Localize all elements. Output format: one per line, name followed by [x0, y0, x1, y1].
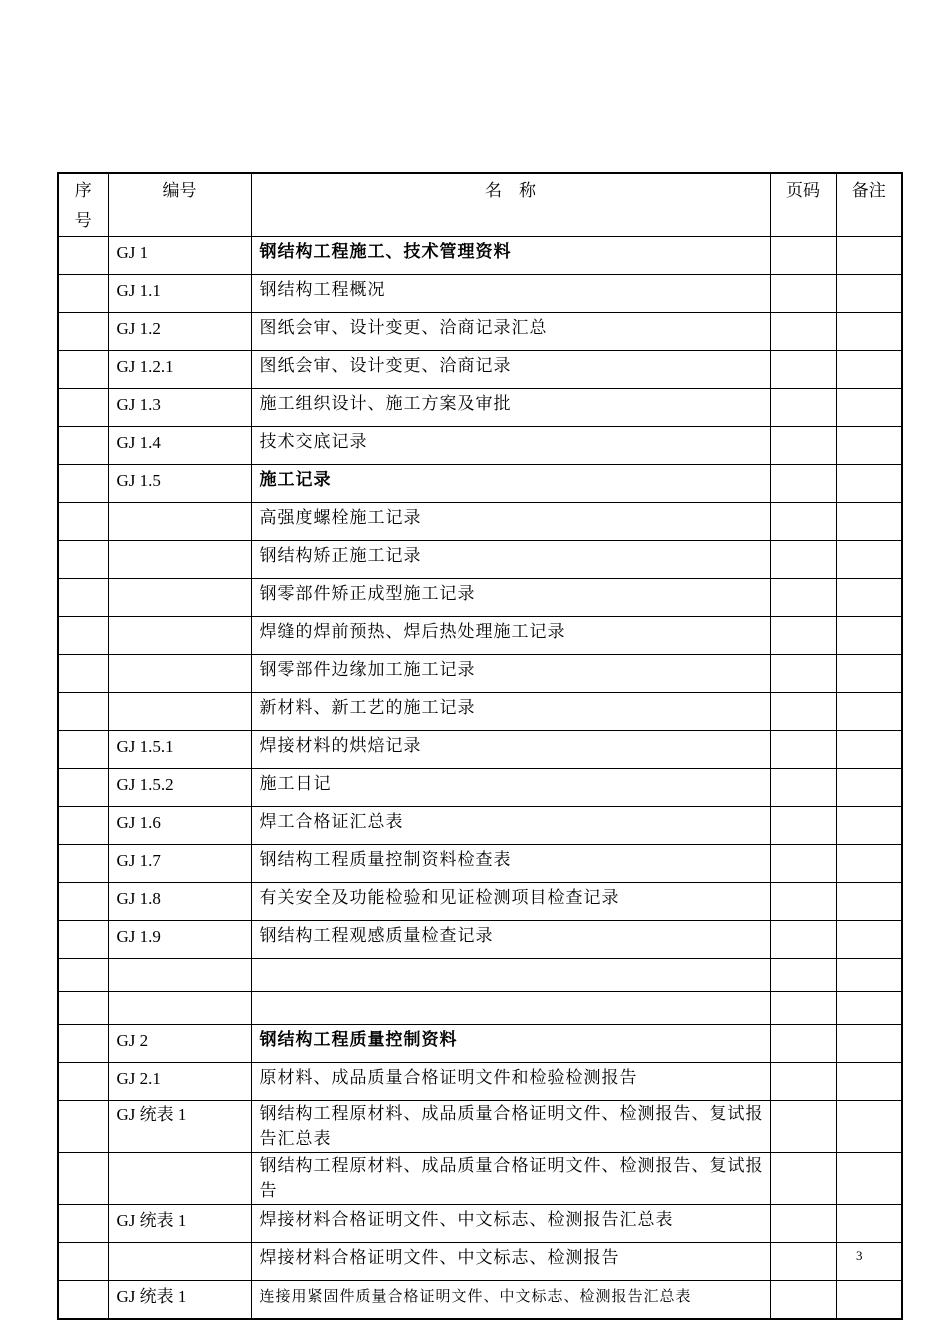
row-name-cell: 施工组织设计、施工方案及审批: [251, 389, 770, 427]
row-page-cell: [770, 313, 836, 351]
row-code-cell: GJ 1.3: [108, 389, 251, 427]
table-row: [58, 503, 902, 541]
row-page-cell: [770, 617, 836, 655]
row-note-cell: [836, 427, 902, 465]
row-page-cell: [770, 1205, 836, 1243]
row-code-cell: [108, 959, 251, 992]
row-name-cell: 钢结构工程原材料、成品质量合格证明文件、检测报告、复试报告: [251, 1153, 770, 1205]
row-seq-cell: [58, 883, 108, 921]
row-note-cell: [836, 693, 902, 731]
row-seq-cell: [58, 921, 108, 959]
row-seq-cell: [58, 992, 108, 1025]
row-page-cell: [770, 883, 836, 921]
row-name-cell: 钢结构工程原材料、成品质量合格证明文件、检测报告、复试报告汇总表: [251, 1101, 770, 1153]
row-note-cell: [836, 959, 902, 992]
row-page-cell: [770, 992, 836, 1025]
row-seq-cell: [58, 693, 108, 731]
row-code-cell: GJ 1.4: [108, 427, 251, 465]
row-code-cell: GJ 统表 1: [108, 1101, 251, 1153]
row-page-cell: [770, 921, 836, 959]
table-row: [58, 1281, 902, 1320]
row-name-cell: 原材料、成品质量合格证明文件和检验检测报告: [251, 1063, 770, 1101]
table-row: [58, 1243, 902, 1281]
row-note-cell: [836, 655, 902, 693]
header-note: 备注: [836, 173, 902, 237]
row-name-cell: 钢结构工程概况: [251, 275, 770, 313]
row-page-cell: [770, 1063, 836, 1101]
row-page-cell: [770, 237, 836, 275]
row-code-cell: [108, 503, 251, 541]
row-seq-cell: [58, 731, 108, 769]
row-page-cell: [770, 693, 836, 731]
row-page-cell: [770, 807, 836, 845]
row-note-cell: [836, 351, 902, 389]
row-note-cell: [836, 389, 902, 427]
row-name-cell: 钢结构工程施工、技术管理资料: [251, 237, 770, 275]
row-name-cell: 图纸会审、设计变更、洽商记录: [251, 351, 770, 389]
table-row: [58, 617, 902, 655]
row-page-cell: [770, 1243, 836, 1281]
row-name-cell: 施工日记: [251, 769, 770, 807]
table-row: [58, 427, 902, 465]
row-name-cell: 图纸会审、设计变更、洽商记录汇总: [251, 313, 770, 351]
row-note-cell: [836, 992, 902, 1025]
row-seq-cell: [58, 807, 108, 845]
row-name-cell: 钢结构工程质量控制资料检查表: [251, 845, 770, 883]
row-name-cell: 技术交底记录: [251, 427, 770, 465]
page-number: 3: [856, 1248, 863, 1263]
row-note-cell: [836, 313, 902, 351]
row-code-cell: GJ 1.9: [108, 921, 251, 959]
row-name-cell: 钢结构矫正施工记录: [251, 541, 770, 579]
row-note-cell: [836, 541, 902, 579]
table-row: [58, 769, 902, 807]
row-code-cell: [108, 1243, 251, 1281]
row-name-cell: 连接用紧固件质量合格证明文件、中文标志、检测报告汇总表: [251, 1281, 770, 1320]
row-note-cell: [836, 921, 902, 959]
row-page-cell: [770, 1153, 836, 1205]
row-seq-cell: [58, 237, 108, 275]
row-code-cell: GJ 1.5.1: [108, 731, 251, 769]
row-code-cell: GJ 1.6: [108, 807, 251, 845]
row-seq-cell: [58, 579, 108, 617]
row-note-cell: [836, 1205, 902, 1243]
table-row: [58, 921, 902, 959]
row-page-cell: [770, 731, 836, 769]
row-note-cell: [836, 1153, 902, 1205]
row-page-cell: [770, 1101, 836, 1153]
table-row: [58, 731, 902, 769]
row-name-cell: 焊工合格证汇总表: [251, 807, 770, 845]
row-code-cell: [108, 579, 251, 617]
table-row: [58, 693, 902, 731]
row-name-cell: 焊接材料的烘焙记录: [251, 731, 770, 769]
row-seq-cell: [58, 275, 108, 313]
row-note-cell: [836, 1281, 902, 1320]
row-code-cell: [108, 541, 251, 579]
row-page-cell: [770, 579, 836, 617]
row-note-cell: [836, 237, 902, 275]
row-seq-cell: [58, 1243, 108, 1281]
row-name-cell: 施工记录: [251, 465, 770, 503]
row-code-cell: GJ 2: [108, 1025, 251, 1063]
table-row: [58, 1063, 902, 1101]
row-seq-cell: [58, 959, 108, 992]
table-row: [58, 351, 902, 389]
row-page-cell: [770, 465, 836, 503]
row-name-cell: 钢零部件边缘加工施工记录: [251, 655, 770, 693]
row-seq-cell: [58, 313, 108, 351]
header-name: 名 称: [251, 173, 770, 237]
row-note-cell: [836, 1243, 902, 1281]
row-note-cell: [836, 579, 902, 617]
row-page-cell: [770, 769, 836, 807]
header-code: 编号: [108, 173, 251, 237]
row-note-cell: [836, 1101, 902, 1153]
row-name-cell: 新材料、新工艺的施工记录: [251, 693, 770, 731]
row-seq-cell: [58, 1101, 108, 1153]
row-page-cell: [770, 1281, 836, 1320]
row-code-cell: [108, 992, 251, 1025]
row-note-cell: [836, 275, 902, 313]
row-seq-cell: [58, 465, 108, 503]
row-page-cell: [770, 959, 836, 992]
row-code-cell: GJ 1.7: [108, 845, 251, 883]
row-page-cell: [770, 845, 836, 883]
row-note-cell: [836, 769, 902, 807]
row-code-cell: GJ 1.8: [108, 883, 251, 921]
table-row: [58, 465, 902, 503]
row-name-cell: 焊接材料合格证明文件、中文标志、检测报告: [251, 1243, 770, 1281]
row-seq-cell: [58, 845, 108, 883]
table-body: [58, 237, 902, 1320]
row-page-cell: [770, 275, 836, 313]
row-code-cell: GJ 2.1: [108, 1063, 251, 1101]
row-name-cell: [251, 959, 770, 992]
table-row: [58, 845, 902, 883]
header-page: 页码: [770, 173, 836, 237]
row-seq-cell: [58, 503, 108, 541]
row-code-cell: [108, 693, 251, 731]
table-row: [58, 883, 902, 921]
row-note-cell: [836, 1025, 902, 1063]
row-seq-cell: [58, 1153, 108, 1205]
row-page-cell: [770, 1025, 836, 1063]
table-header-row: [58, 173, 902, 237]
row-note-cell: [836, 883, 902, 921]
row-code-cell: GJ 1.5: [108, 465, 251, 503]
table-row: [58, 807, 902, 845]
row-code-cell: GJ 1.5.2: [108, 769, 251, 807]
row-seq-cell: [58, 389, 108, 427]
row-note-cell: [836, 731, 902, 769]
table-row: [58, 1153, 902, 1205]
row-seq-cell: [58, 655, 108, 693]
row-page-cell: [770, 503, 836, 541]
table-row: [58, 579, 902, 617]
table-row: [58, 389, 902, 427]
row-code-cell: GJ 统表 1: [108, 1205, 251, 1243]
table-row: [58, 1101, 902, 1153]
table-row: [58, 655, 902, 693]
table-row: [58, 1205, 902, 1243]
row-name-cell: 高强度螺栓施工记录: [251, 503, 770, 541]
row-name-cell: [251, 992, 770, 1025]
row-code-cell: [108, 1153, 251, 1205]
row-page-cell: [770, 351, 836, 389]
row-seq-cell: [58, 351, 108, 389]
table-row: [58, 959, 902, 992]
row-code-cell: [108, 617, 251, 655]
row-name-cell: 钢结构工程质量控制资料: [251, 1025, 770, 1063]
row-page-cell: [770, 655, 836, 693]
row-seq-cell: [58, 427, 108, 465]
table-row: [58, 1025, 902, 1063]
row-code-cell: GJ 1: [108, 237, 251, 275]
row-seq-cell: [58, 769, 108, 807]
row-note-cell: [836, 465, 902, 503]
row-page-cell: [770, 427, 836, 465]
header-seq: 序号: [58, 173, 108, 237]
row-name-cell: 焊缝的焊前预热、焊后热处理施工记录: [251, 617, 770, 655]
index-table: [57, 172, 903, 1320]
row-seq-cell: [58, 1063, 108, 1101]
row-seq-cell: [58, 1025, 108, 1063]
row-code-cell: GJ 统表 1: [108, 1281, 251, 1320]
row-code-cell: GJ 1.2: [108, 313, 251, 351]
row-note-cell: [836, 617, 902, 655]
table-row: [58, 275, 902, 313]
row-name-cell: 钢零部件矫正成型施工记录: [251, 579, 770, 617]
row-name-cell: 焊接材料合格证明文件、中文标志、检测报告汇总表: [251, 1205, 770, 1243]
table-row: [58, 237, 902, 275]
row-code-cell: [108, 655, 251, 693]
row-name-cell: 有关安全及功能检验和见证检测项目检查记录: [251, 883, 770, 921]
table-row: [58, 992, 902, 1025]
table-row: [58, 541, 902, 579]
row-page-cell: [770, 389, 836, 427]
row-seq-cell: [58, 1205, 108, 1243]
row-note-cell: [836, 807, 902, 845]
row-page-cell: [770, 541, 836, 579]
row-name-cell: 钢结构工程观感质量检查记录: [251, 921, 770, 959]
row-code-cell: GJ 1.1: [108, 275, 251, 313]
row-note-cell: [836, 845, 902, 883]
row-note-cell: [836, 1063, 902, 1101]
row-code-cell: GJ 1.2.1: [108, 351, 251, 389]
row-seq-cell: [58, 541, 108, 579]
table-row: [58, 313, 902, 351]
row-seq-cell: [58, 1281, 108, 1320]
row-note-cell: [836, 503, 902, 541]
row-seq-cell: [58, 617, 108, 655]
